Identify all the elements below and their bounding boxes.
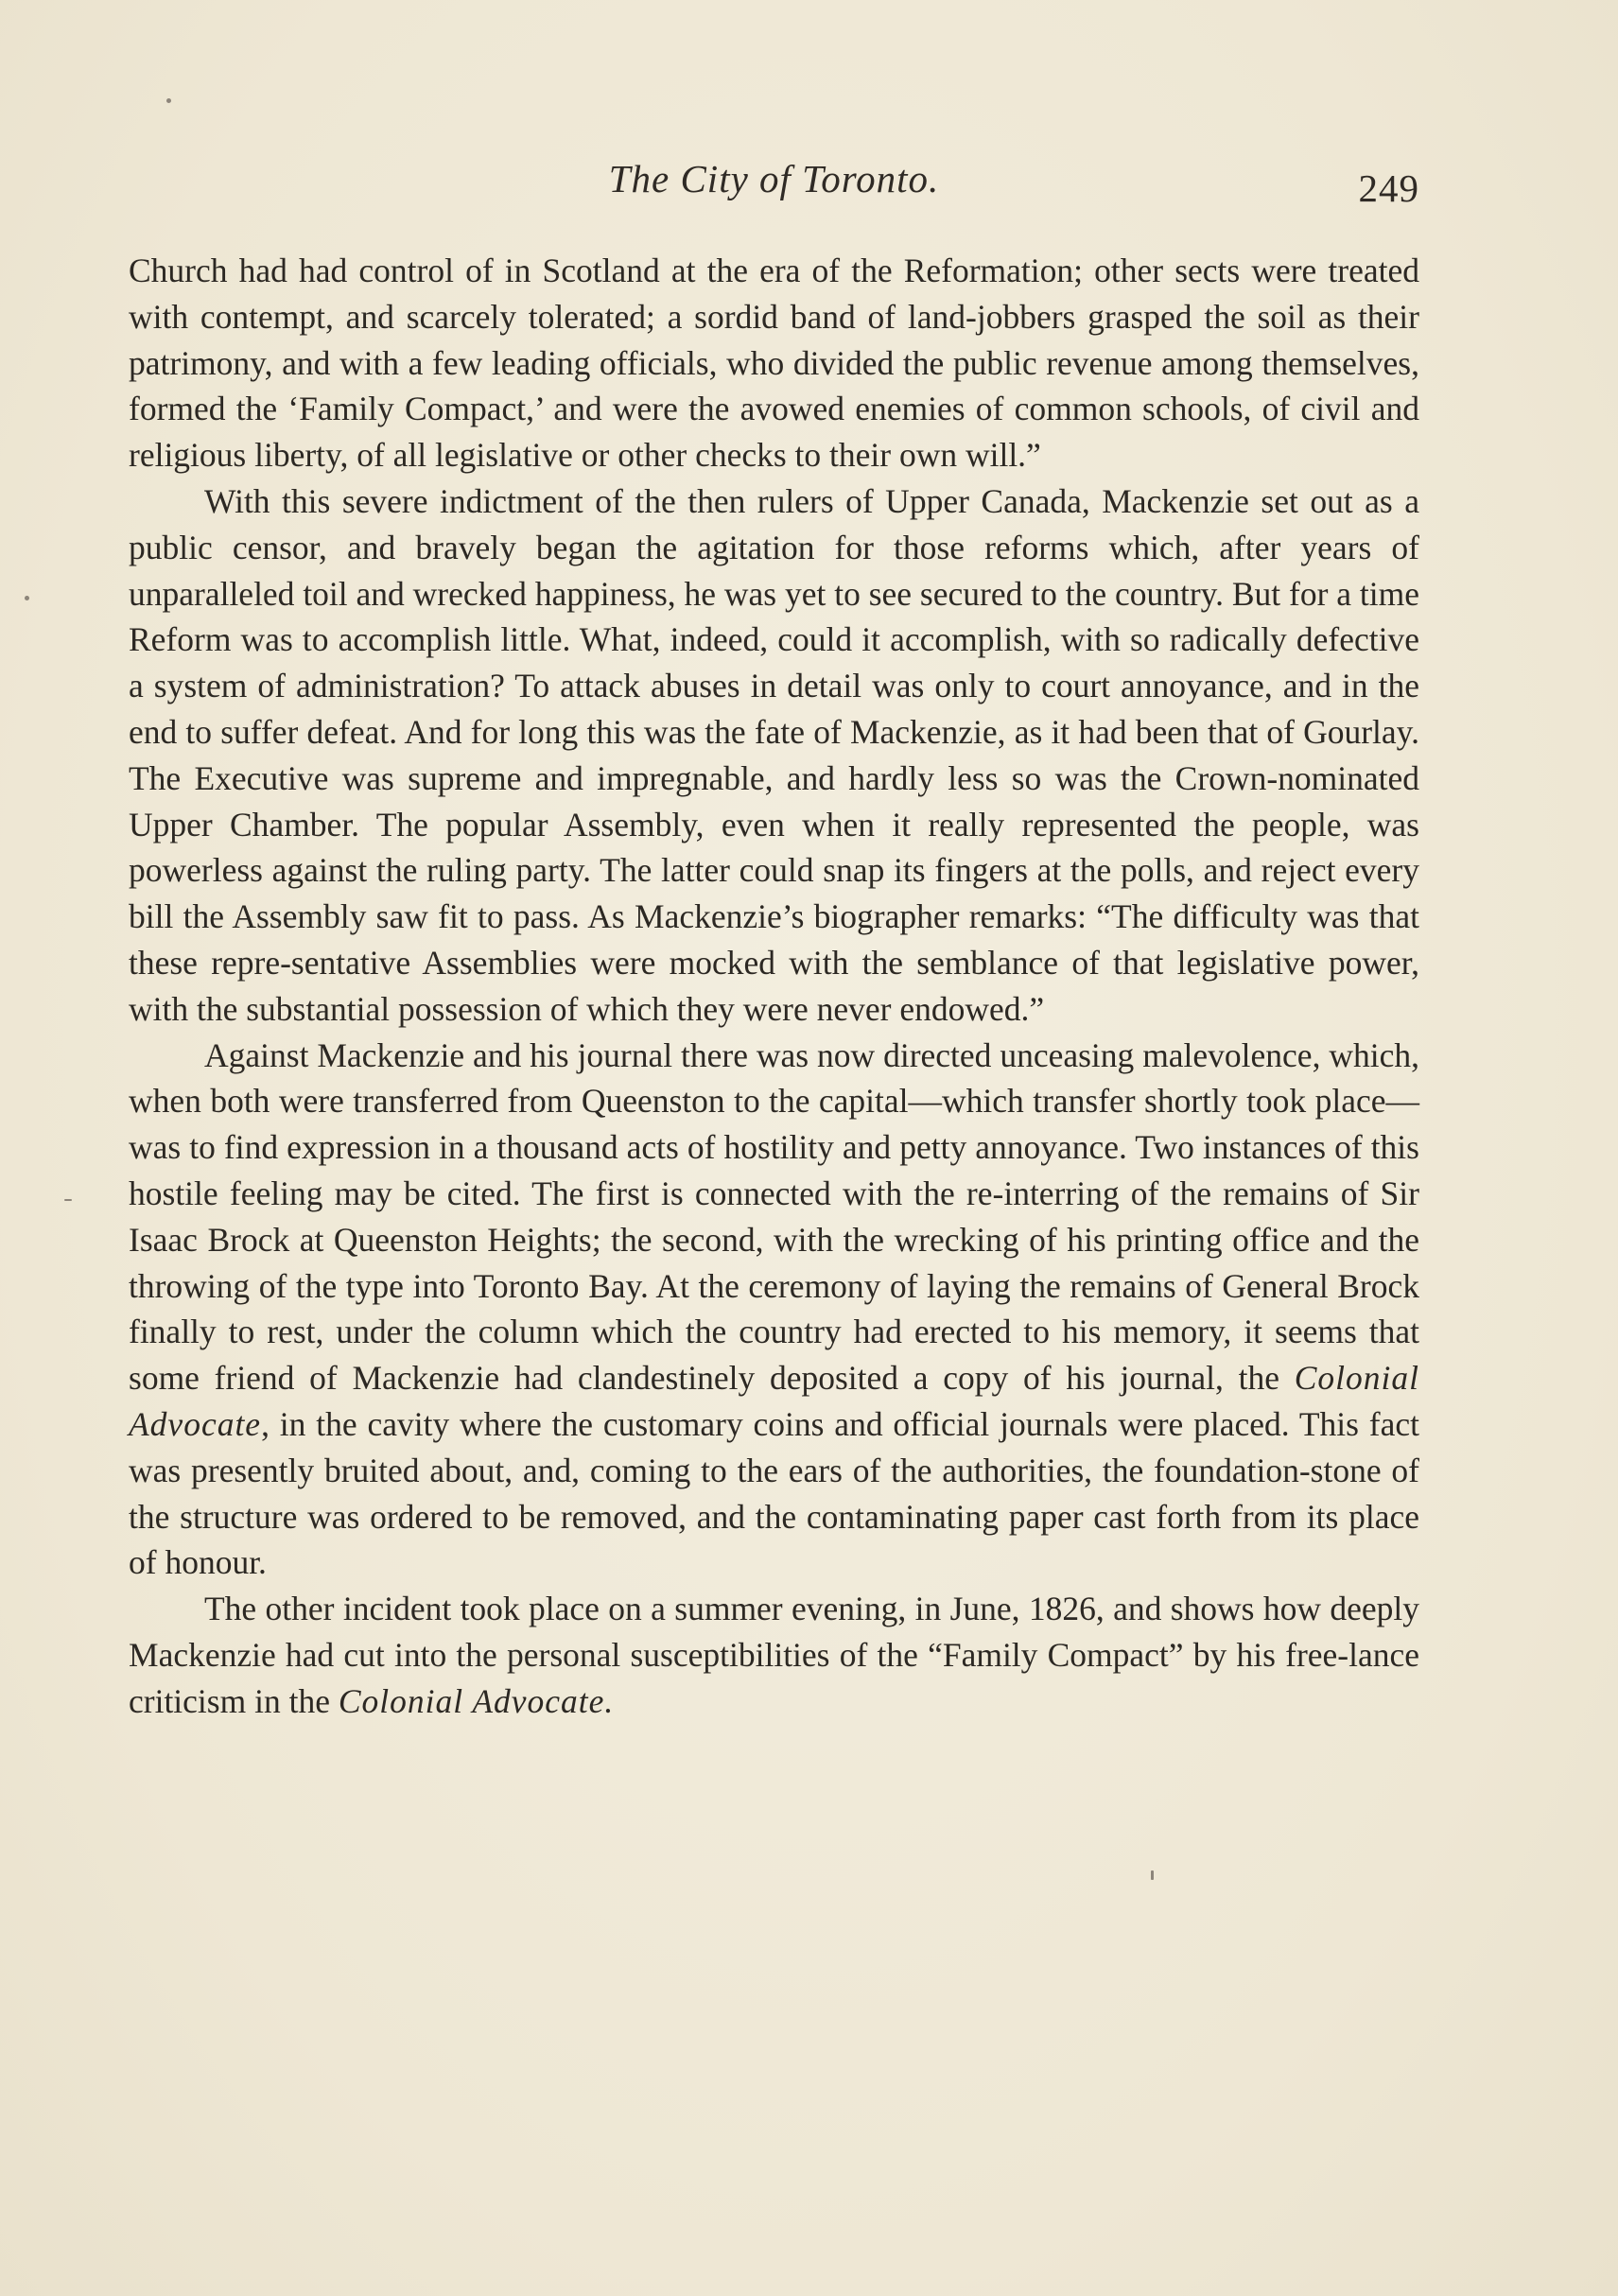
- running-title: The City of Toronto.: [608, 157, 940, 200]
- ink-speck: [25, 596, 29, 600]
- paragraph: [129, 1586, 1419, 1724]
- paragraph: [129, 478, 1419, 1033]
- page-header: [129, 156, 1419, 213]
- journal-title: Colonial Advocate.: [338, 1681, 615, 1720]
- paragraph: [129, 1033, 1419, 1587]
- ink-speck: [64, 1199, 72, 1201]
- page-number: 249: [1358, 166, 1419, 210]
- paragraph-text: Church had had control of in Scotland at the era of the Reformation; other sects were treated with contempt, and scarcely tolerated; a sordid band of land-jobbers grasped the soil as their patrimony, and with a few leading officials, who divided the public revenue among themselves, formed the ‘Family Compact,’ and were the avowed enemies of common schools, of civil and religious liberty, of all legislative or other checks to their own will.”: [129, 252, 1419, 475]
- paragraph-text: Against Mackenzie and his journal there was now directed unceasing malevolence, which, when both were transferred from Queenston to the capital—which transfer shortly took place—was to find expression in a thousand acts of hostility and petty annoyance. Two instances of this hostile feeling may be cited. The first is connected with the re-interring of the remains of Sir Isaac Brock at Queenston Heights; the second, with the wrecking of his printing office and the throwing of the type into Toronto Bay. At the ceremony of laying the remains of General Brock finally to rest, under the column which the country had erected to his memory, it seems that some friend of Mackenzie had clandestinely deposited a copy of his journal, the: [129, 1035, 1419, 1398]
- ink-speck: [166, 98, 171, 103]
- body-text: [129, 248, 1419, 1725]
- paragraph: [129, 248, 1419, 478]
- paragraph-text: With this severe indictment of the then rulers of Upper Canada, Mackenzie set out as a public censor, and bravely began the agitation for those reforms which, after years of unparalleled toil and wrecked happiness, he was yet to see secured to the country. But for a time Reform was to accomplish little. What, indeed, could it accomplish, with so radically defective a system of administration? To attack abuses in detail was only to court annoyance, and in the end to suffer defeat. And for long this was the fate of Mackenzie, as it had been that of Gourlay. The Executive was supreme and impregnable, and hardly less so was the Crown-nominated Upper Chamber. The popular Assembly, even when it really represented the people, was powerless against the ruling party. The latter could snap its fingers at the polls, and reject every bill the Assembly saw fit to pass. As Mackenzie’s biographer remarks: “The difficulty was that these repre-sentative Assemblies were mocked with the semblance of that legislative power, with the substantial possession of which they were never endowed.”: [129, 481, 1419, 1028]
- ink-speck: [1151, 1870, 1154, 1880]
- paragraph-text: The other incident took place on a summer evening, in June, 1826, and shows how deeply Mackenzie had cut into the personal susceptibilities of the “Family Compact” by his free-lance criticism in the: [129, 1590, 1419, 1720]
- journal-title: Colonial Advocate: [129, 1359, 1419, 1443]
- paragraph-text: , in the cavity where the customary coins and official journals were placed. This fact was presently bruited about, and, coming to the ears of the authorities, the foundation-stone of the structure was ordered to be removed, and the contaminating paper cast forth from its place of honour.: [129, 1404, 1419, 1582]
